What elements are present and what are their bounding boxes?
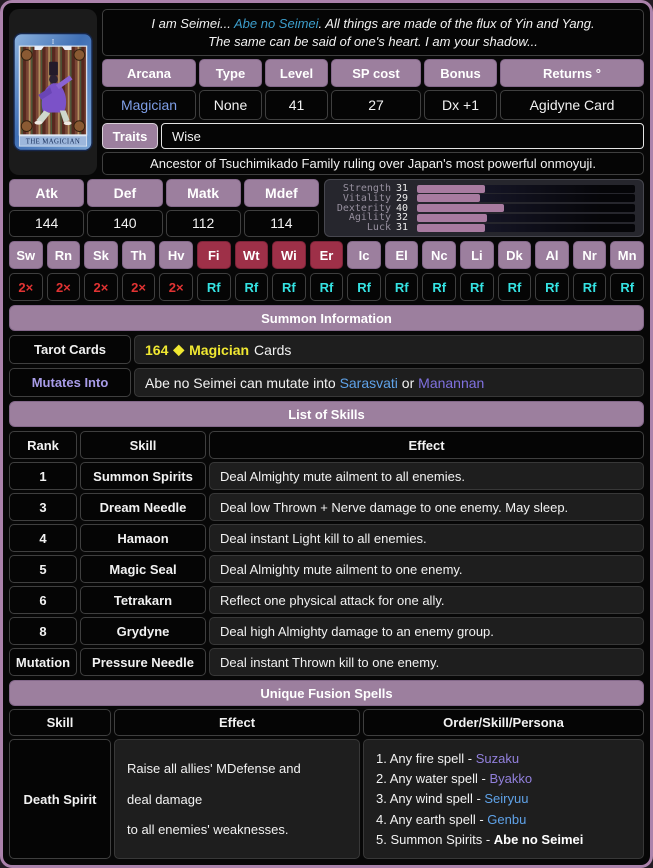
abe-no-seimei-link[interactable]: Abe no Seimei [233,15,319,31]
byakko-link[interactable]: Byakko [489,771,533,787]
mutates-into-label: Mutates Into [9,368,131,397]
fusion-order-item [376,832,643,847]
traits-label: Traits [102,123,158,149]
stat-bar-track [417,214,635,222]
skill-rank: 1 [9,462,77,490]
stat-row-dexterity [329,204,635,213]
mdef-value: 114 [244,210,319,238]
sp-cost-value: 27 [331,90,421,120]
skills-header-skill: Skill [80,431,206,459]
stat-label: Luck [366,222,391,233]
fusion-effect-line: deal damage [127,791,203,807]
abe-no-seimei-result: Abe no Seimei [493,831,584,847]
def-value: 140 [87,210,162,238]
card-title: THE MAGICIAN [25,138,81,146]
mutates-text: or [397,374,419,391]
skill-name: Pressure Needle [80,648,206,676]
summon-information-header: Summon Information [9,305,644,331]
matk-value: 112 [166,210,241,238]
header-type: Type [199,59,262,87]
stat-value: 32 [396,212,409,224]
header-level: Level [265,59,328,87]
combat-stats-grid [9,179,319,237]
unique-fusion-spells-header: Unique Fusion Spells [9,680,644,706]
atk-value: 144 [9,210,84,238]
tarot-cards-label: Tarot Cards [9,335,131,364]
demon-quote [102,9,644,56]
res-header-wt: Wt [235,241,269,269]
skills-header-rank: Rank [9,431,77,459]
stat-value: 31 [396,183,409,194]
res-header-ic: Ic [347,241,381,269]
info-value-row [102,90,644,120]
header-def: Def [87,179,162,207]
tarot-cards-row [9,335,644,364]
res-header-nc: Nc [422,241,456,269]
stat-row-agility [329,213,635,222]
resistance-header-row [9,241,644,269]
header-sp-cost: SP cost [331,59,421,87]
tarot-cards-value [134,335,644,364]
stat-bar-fill [417,204,504,212]
bonus-value: Dx +1 [424,90,497,120]
stat-bar-track [417,194,635,202]
res-header-er: Er [310,241,344,269]
stat-label: Dexterity [336,202,391,214]
header-returns: Returns ° [500,59,644,87]
skill-effect: Deal instant Light kill to all enemies. [209,524,644,552]
res-value-hv: 2× [159,273,193,301]
res-value-nr: Rf [573,273,607,301]
res-value-nc: Rf [422,273,456,301]
res-header-mn: Mn [610,241,644,269]
attribute-bars-panel [324,179,644,237]
res-value-er: Rf [310,273,344,301]
tarot-card-panel [9,9,97,175]
skill-effect: Deal low Thrown + Nerve damage to one enemy. May sleep. [209,493,644,521]
type-value: None [199,90,262,120]
sarasvati-link[interactable]: Sarasvati [339,374,398,391]
arcana-value [102,90,196,120]
skill-name: Hamaon [80,524,206,552]
res-header-sk: Sk [84,241,118,269]
res-value-wt: Rf [235,273,269,301]
fusion-effect-line: Raise all allies' MDefense and [127,761,301,777]
stat-bar-fill [417,185,485,193]
skill-effect: Deal instant Thrown kill to one enemy. [209,648,644,676]
fusion-section [9,680,644,859]
res-header-wi: Wi [272,241,306,269]
manannan-link[interactable]: Manannan [418,374,485,391]
header-arcana: Arcana [102,59,196,87]
quote-line-2: The same can be said of one's heart. I am your shadow... [208,34,538,50]
res-header-li: Li [460,241,494,269]
res-value-el: Rf [385,273,419,301]
skills-header-effect: Effect [209,431,644,459]
stat-bar-fill [417,224,485,232]
card-numeral: I [51,39,55,47]
res-value-dk: Rf [498,273,532,301]
fusion-order-list [363,739,644,859]
res-header-fi: Fi [197,241,231,269]
res-header-el: El [385,241,419,269]
seiryuu-link[interactable]: Seiryuu [484,791,529,807]
stat-bar-fill [417,214,487,222]
tarot-suffix: Cards [254,341,292,358]
stats-section [9,179,644,237]
res-value-fi: Rf [197,273,231,301]
traits-value: Wise [161,123,644,149]
skill-rank: Mutation [9,648,77,676]
res-value-th: 2× [122,273,156,301]
skill-name: Magic Seal [80,555,206,583]
stat-bar-track [417,224,635,232]
skill-rank: 4 [9,524,77,552]
stat-label: Strength [342,183,391,194]
skill-name: Summon Spirits [80,462,206,490]
fusion-skill-name: Death Spirit [9,739,111,859]
skill-name: Tetrakarn [80,586,206,614]
skill-name: Grydyne [80,617,206,645]
skill-rank: 3 [9,493,77,521]
header-matk: Matk [166,179,241,207]
res-header-nr: Nr [573,241,607,269]
skill-rank: 8 [9,617,77,645]
demon-description: Ancestor of Tsuchimikado Family ruling over Japan's most powerful onmoyuji. [102,152,644,175]
stat-row-vitality [329,194,635,203]
stat-value: 29 [396,192,409,204]
order-text: 1. Any fire spell - [376,751,476,767]
skills-table [9,431,644,676]
stat-row-strength [329,184,635,193]
header-atk: Atk [9,179,84,207]
res-header-hv: Hv [159,241,193,269]
traits-row [102,123,644,149]
fusion-order-item [376,771,643,786]
profile-section [9,9,644,175]
res-header-sw: Sw [9,241,43,269]
fusion-header-order: Order/Skill/Persona [363,709,644,736]
order-text: 3. Any wind spell - [376,791,485,807]
fusion-table [9,709,644,859]
mutates-text: Abe no Seimei can mutate into [145,374,340,391]
res-header-th: Th [122,241,156,269]
skill-rank: 5 [9,555,77,583]
res-value-ic: Rf [347,273,381,301]
stat-label: Agility [348,212,391,224]
header-bonus: Bonus [424,59,497,87]
res-header-al: Al [535,241,569,269]
level-value: 41 [265,90,328,120]
fusion-order-item [376,791,643,806]
stat-row-luck [329,223,635,232]
list-of-skills-header: List of Skills [9,401,644,427]
fusion-effect-line: to all enemies' weaknesses. [127,821,289,837]
mutates-into-value [134,368,644,397]
skill-rank: 6 [9,586,77,614]
tarot-count: 164 [145,341,169,358]
fusion-order-item [376,812,643,827]
res-value-wi: Rf [272,273,306,301]
skill-effect: Deal Almighty mute ailment to all enemies. [209,462,644,490]
stat-bar-track [417,204,635,212]
stat-value: 31 [396,222,409,233]
res-value-li: Rf [460,273,494,301]
quote-text: I am Seimei... [151,15,234,31]
magician-arcana-link[interactable]: Magician [120,97,178,113]
fusion-order-item [376,751,643,766]
stat-label: Vitality [342,192,391,204]
order-text: 4. Any earth spell - [376,811,488,827]
fusion-effect [114,739,360,859]
diamond-icon: ◆ [173,341,185,357]
resistance-value-row [9,273,644,301]
stat-value: 40 [396,202,409,214]
skill-name: Dream Needle [80,493,206,521]
profile-right-column [102,9,644,175]
quote-line-1 [109,16,637,31]
genbu-link[interactable]: Genbu [487,811,527,827]
fusion-header-effect: Effect [114,709,360,736]
magician-card-image [13,32,93,152]
suzaku-link[interactable]: Suzaku [475,751,520,767]
res-header-dk: Dk [498,241,532,269]
header-mdef: Mdef [244,179,319,207]
info-header-row [102,59,644,87]
stat-bar-fill [417,194,480,202]
res-header-rn: Rn [47,241,81,269]
res-value-sw: 2× [9,273,43,301]
skill-effect: Deal Almighty mute ailment to one enemy. [209,555,644,583]
res-value-sk: 2× [84,273,118,301]
skill-effect: Reflect one physical attack for one ally. [209,586,644,614]
fusion-header-skill: Skill [9,709,111,736]
tarot-arcana: Magician [189,341,250,358]
quote-text: . All things are made of the flux of Yin and Yang. [318,15,595,31]
order-text: 5. Summon Spirits - [376,831,494,847]
order-text: 2. Any water spell - [376,771,490,787]
res-value-al: Rf [535,273,569,301]
skill-effect: Deal high Almighty damage to an enemy group. [209,617,644,645]
returns-value: Agidyne Card [500,90,644,120]
res-value-mn: Rf [610,273,644,301]
stat-bar-track [417,185,635,193]
res-value-rn: 2× [47,273,81,301]
mutates-into-row [9,368,644,397]
